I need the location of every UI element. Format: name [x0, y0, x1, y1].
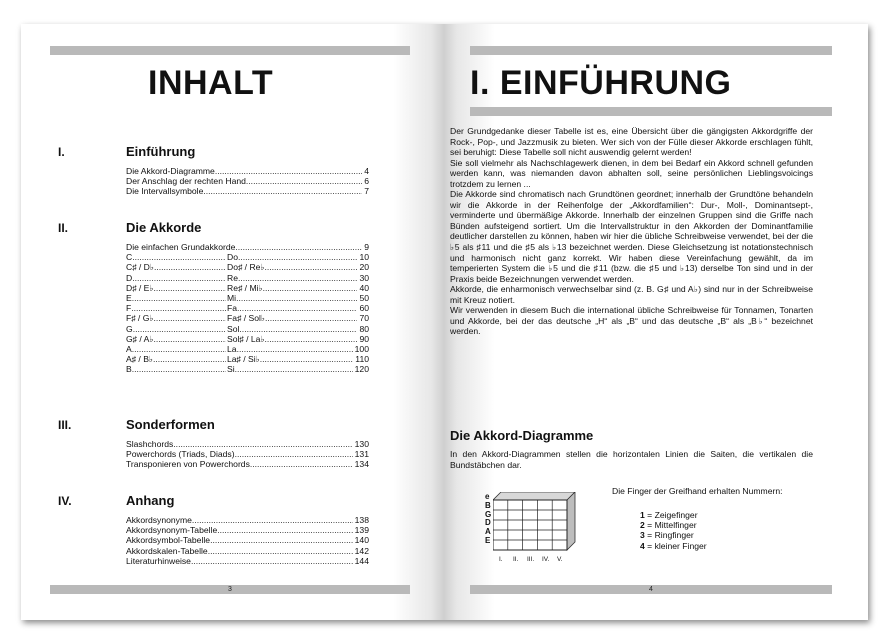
- toc-entry-label: Die Akkord-Diagramme: [126, 166, 215, 176]
- fret-label: I.: [499, 556, 503, 563]
- string-label: A: [485, 527, 491, 537]
- toc-entry[interactable]: [126, 556, 369, 566]
- toc-key-label: F: [126, 303, 132, 314]
- toc-entry-label: Akkordsymbol-Tabelle: [126, 535, 211, 546]
- finger-item: 2 = Mittelfinger: [640, 520, 697, 531]
- toc-entry-page: 139: [354, 525, 369, 536]
- section-title: Sonderformen: [126, 417, 215, 432]
- diagram-side-edge: [567, 492, 575, 550]
- toc-entry-label: Slashchords: [126, 439, 174, 449]
- paragraph: Akkorde, die enharmonisch verwechselbar sind (z. B. G♯ und A♭) sind nur in der Schreibweise mit Kreuz notiert.: [450, 284, 813, 305]
- toc-key-solfege: Re♯ / Mi♭: [227, 282, 263, 293]
- chord-diagram: [493, 492, 583, 552]
- diagram-face: [493, 500, 567, 550]
- paragraph: Die Akkorde sind chromatisch nach Grundtönen geordnet; innerhalb der Grundtöne behandeln wir die Akkorde in der Reihenfolge der „Akkordfamilien“: Dur-, Moll-, Dominantsept-, verminderte und übermäßige Akkorde. Innerhalb der einzelnen Gruppen sind die Griffe nach Bünden aufsteigend sortiert. Um die Intervallstruktur in den Akkorden der Dominantfamilie deutlicher darstellen zu können, haben wir hier die übliche Schreibweise verwendet, bei der die ♭5 als ♯11 und die ♯5 als ♭13 bezeichnet werden. Diese Gleichsetzung ist notationstechnisch und harmonisch nicht ganz korrekt. Wir haben diese Vereinfachung gewählt, da im temperierten System die ♭5 und die ♯11 (bzw. die ♯5 und ♭13) derselbe Ton sind und in der Praxis beide Bezeichnungen verwendet werden.: [450, 189, 813, 284]
- toc-entry-page: 70: [359, 313, 369, 324]
- toc-key-english: [126, 303, 226, 313]
- paragraph: Sie soll vielmehr als Nachschlagewerk dienen, in dem bei Bedarf ein Akkord schnell gefunden werden kann, was niemanden davon abhalten soll, seine persönlichen Lieblingsvoicings trotzdem zu lernen ...: [450, 157, 813, 189]
- string-label: e: [485, 492, 490, 501]
- toc-key-solfege: Do: [227, 252, 238, 263]
- toc-key-entry[interactable]: [126, 324, 369, 334]
- toc-entry[interactable]: [126, 459, 369, 469]
- toc-entry-page: 7: [364, 186, 369, 197]
- toc-key-solfege: Fa: [227, 303, 238, 314]
- toc-entry-page: 60: [359, 303, 369, 314]
- toc-key-entry[interactable]: [126, 252, 369, 262]
- string-label: G: [485, 509, 492, 519]
- toc-entry-page: 20: [359, 262, 369, 273]
- toc-key-solfege: Sol♯ / La♭: [227, 333, 265, 344]
- toc-entry[interactable]: [126, 186, 369, 196]
- string-label: D: [485, 518, 491, 528]
- toc-entry[interactable]: [126, 449, 369, 459]
- toc-key-solfege: Fa♯ / Sol♭: [227, 313, 265, 324]
- toc-key-solfege: Mi: [227, 293, 237, 304]
- finger-number: 2: [640, 520, 645, 531]
- toc-entry-page: 4: [364, 166, 369, 176]
- toc-entry-label: Akkordskalen-Tabelle: [126, 545, 208, 556]
- fingers-intro: Die Finger der Greifhand erhalten Nummern:: [612, 486, 783, 496]
- toc-list-akkorde: [126, 242, 369, 375]
- finger-number: 1: [640, 510, 645, 520]
- toc-entry-page: 134: [354, 459, 369, 470]
- toc-key-label: D♯ / E♭: [126, 282, 154, 293]
- toc-entry-label: Der Anschlag der rechten Hand: [126, 176, 246, 187]
- toc-entry[interactable]: [126, 176, 369, 186]
- intro-text: [450, 126, 813, 337]
- toc-key-entry[interactable]: [126, 273, 369, 283]
- toc-entry-page: 90: [359, 333, 369, 344]
- toc-key-solfege: Re: [227, 272, 238, 283]
- section-number: III.: [58, 418, 72, 432]
- page-footer-right: 4: [470, 585, 832, 594]
- toc-key-label: B: [126, 364, 132, 375]
- top-rule-left: [50, 46, 410, 55]
- toc-entry-page: 130: [354, 439, 369, 449]
- finger-item: 4 = kleiner Finger: [640, 540, 707, 551]
- toc-entry-page: 6: [364, 176, 369, 187]
- section-title: Die Akkorde: [126, 220, 202, 235]
- toc-key-entry[interactable]: [126, 354, 369, 364]
- toc-key-entry[interactable]: [126, 262, 369, 272]
- top-rule-right: [470, 46, 832, 55]
- toc-key-english: [126, 324, 226, 334]
- toc-key-entry[interactable]: [126, 344, 369, 354]
- toc-entry-page: 30: [359, 272, 369, 283]
- toc-entry[interactable]: [126, 242, 369, 252]
- section-number: IV.: [58, 494, 72, 508]
- toc-entry-page: 40: [359, 282, 369, 293]
- toc-entry-page: 120: [354, 364, 369, 375]
- toc-entry-page: 80: [359, 323, 369, 334]
- section-number: II.: [58, 221, 69, 235]
- toc-key-english: [126, 344, 226, 354]
- toc-entry-label: Transponieren von Powerchords: [126, 459, 250, 470]
- toc-key-entry[interactable]: [126, 334, 369, 344]
- toc-entry-page: 144: [354, 555, 369, 566]
- fret-label: II.: [513, 556, 519, 563]
- toc-key-english: [126, 283, 226, 293]
- subsection-text: [450, 449, 813, 470]
- toc-entry[interactable]: [126, 515, 369, 525]
- toc-list-sonderformen: [126, 439, 369, 470]
- toc-key-entry[interactable]: [126, 293, 369, 303]
- toc-entry-label: Akkordsynonyme: [126, 515, 192, 525]
- toc-list-einfuehrung: [126, 166, 369, 197]
- toc-key-english: [126, 293, 226, 303]
- finger-item: 1 = Zeigefinger: [640, 510, 698, 520]
- toc-entry-page: 110: [355, 354, 369, 365]
- toc-key-solfege: La: [227, 344, 237, 355]
- toc-entry-page: 131: [354, 449, 369, 460]
- toc-key-english: [126, 252, 226, 262]
- finger-name: Mittelfinger: [654, 520, 697, 531]
- toc-key-english: [126, 354, 226, 364]
- finger-item: 3 = Ringfinger: [640, 530, 694, 541]
- page-footer-left: 3: [50, 585, 410, 594]
- toc-key-english: [126, 334, 226, 344]
- string-label: B: [485, 500, 491, 510]
- toc-key-entry[interactable]: [126, 364, 369, 374]
- toc-key-label: A♯ / B♭: [126, 354, 153, 365]
- fret-label: IV.: [542, 556, 550, 563]
- toc-key-label: C: [126, 252, 133, 263]
- finger-name: Zeigefinger: [654, 510, 698, 520]
- toc-key-label: A: [126, 344, 132, 355]
- toc-key-entry[interactable]: [126, 313, 369, 323]
- toc-key-solfege: Do♯ / Re♭: [227, 262, 265, 273]
- section-title: Anhang: [126, 493, 175, 508]
- toc-entry-page: 142: [354, 545, 369, 556]
- title-underline-rule: [470, 107, 832, 116]
- toc-entry-page: 140: [354, 535, 369, 546]
- toc-key-entry[interactable]: [126, 283, 369, 293]
- finger-legend: [640, 510, 707, 551]
- toc-entry-label: Literaturhinweise: [126, 555, 191, 566]
- paragraph: Wir verwenden in diesem Buch die international übliche Schreibweise für Tonnamen, Tonarten und Akkorde, bei der das deutsche „H“ als „B“ und das deutsche „B“ als „B♭“ bezeichnet werden.: [450, 305, 813, 337]
- diagram-top-edge: [493, 492, 575, 500]
- toc-entry-page: 9: [364, 242, 369, 252]
- toc-key-english: [126, 364, 226, 374]
- toc-key-english: [126, 262, 226, 272]
- finger-number: 3: [640, 530, 645, 541]
- paragraph: Der Grundgedanke dieser Tabelle ist es, eine Übersicht über die gängigsten Akkordgriffe der Rock-, Pop-, und Jazzmusik zu bieten. Wer sich von der Fülle dieser Akkorde erschlagen fühlt, sei beruhigt: Diese Tabelle soll nicht auswendig gelernt werden!: [450, 126, 813, 158]
- subsection-title: Die Akkord-Diagramme: [450, 428, 594, 443]
- section-title: Einführung: [126, 144, 196, 159]
- string-labels: [485, 493, 491, 546]
- toc-key-solfege: Sol: [227, 323, 240, 334]
- string-label: E: [485, 535, 491, 545]
- toc-key-label: F♯ / G♭: [126, 313, 154, 324]
- toc-key-label: G: [126, 323, 133, 334]
- toc-entry-page: 100: [354, 344, 369, 355]
- toc-entry[interactable]: [126, 525, 369, 535]
- fret-label: III.: [527, 556, 535, 563]
- paragraph: In den Akkord-Diagrammen stellen die horizontalen Linien die Saiten, die vertikalen die Bundstäbchen dar.: [450, 449, 813, 470]
- toc-key-label: G♯ / A♭: [126, 333, 154, 344]
- toc-entry[interactable]: [126, 166, 369, 176]
- toc-entry-label: Powerchords (Triads, Diads): [126, 449, 235, 460]
- toc-entry[interactable]: [126, 439, 369, 449]
- toc-key-label: D: [126, 272, 133, 283]
- toc-entry-label: Die einfachen Grundakkorde: [126, 242, 236, 252]
- toc-key-label: E: [126, 293, 132, 304]
- finger-name: kleiner Finger: [654, 540, 707, 551]
- page-title-inhalt: INHALT: [148, 64, 274, 102]
- toc-entry-label: Die Intervallsymbole: [126, 186, 204, 197]
- toc-entry-label: Akkordsynonym-Tabelle: [126, 525, 218, 536]
- finger-name: Ringfinger: [654, 530, 694, 541]
- toc-key-english: [126, 273, 226, 283]
- finger-number: 4: [640, 540, 645, 551]
- section-number: I.: [58, 145, 65, 159]
- toc-entry-page: 138: [354, 515, 369, 525]
- toc-key-solfege: Si: [227, 364, 235, 375]
- page-title-einfuehrung: I. EINFÜHRUNG: [470, 64, 732, 102]
- toc-entry-page: 50: [359, 293, 369, 304]
- toc-key-solfege: La♯ / Si♭: [227, 354, 260, 365]
- toc-list-anhang: [126, 515, 369, 566]
- toc-entry[interactable]: [126, 535, 369, 545]
- toc-entry-page: 10: [359, 252, 369, 263]
- toc-key-label: C♯ / D♭: [126, 262, 154, 273]
- toc-key-entry[interactable]: [126, 303, 369, 313]
- toc-entry[interactable]: [126, 546, 369, 556]
- fret-label: V.: [557, 556, 563, 563]
- toc-key-english: [126, 313, 226, 323]
